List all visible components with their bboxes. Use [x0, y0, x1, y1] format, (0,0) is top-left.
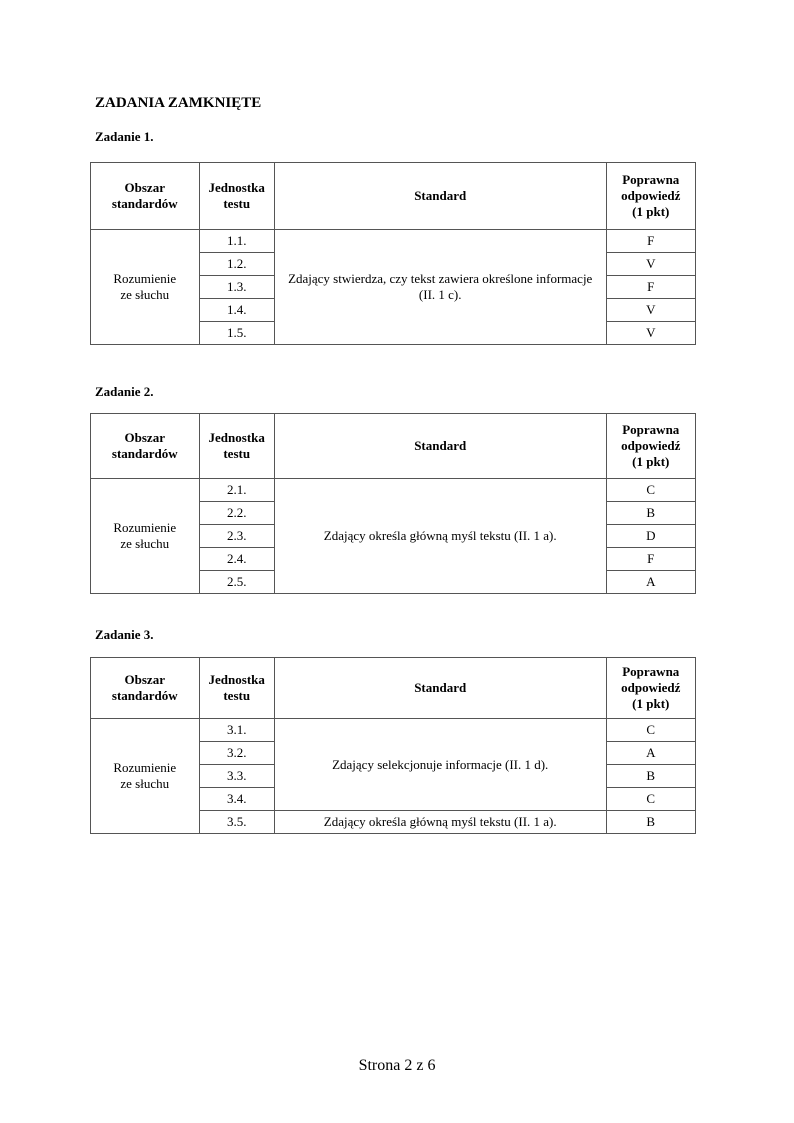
unit-cell: 2.1. [199, 479, 274, 502]
header-unit: Jednostka testu [199, 163, 274, 230]
table-row [91, 719, 696, 742]
standard-cell: Zdający określa główną myśl tekstu (II. 1 a). [274, 479, 606, 594]
task-2-title: Zadanie 2. [95, 384, 154, 399]
header-answer: Poprawna odpowiedź (1 pkt) [606, 414, 695, 479]
header-area: Obszar standardów [91, 414, 200, 479]
task-3-table [90, 657, 696, 834]
unit-cell: 2.2. [199, 502, 274, 525]
answer-cell: F [606, 276, 695, 299]
header-unit: Jednostka testu [199, 414, 274, 479]
unit-cell: 1.3. [199, 276, 274, 299]
unit-cell: 1.4. [199, 299, 274, 322]
unit-cell: 2.3. [199, 525, 274, 548]
header-unit: Jednostka testu [199, 658, 274, 719]
standard-cell: Zdający selekcjonuje informacje (II. 1 d). [274, 719, 606, 811]
standard-cell: Zdający stwierdza, czy tekst zawiera określone informacje (II. 1 c). [274, 230, 606, 345]
table-header-row [91, 414, 696, 479]
answer-cell: A [606, 742, 695, 765]
answer-cell: C [606, 719, 695, 742]
unit-cell: 3.5. [199, 811, 274, 834]
answer-cell: B [606, 811, 695, 834]
header-area: Obszar standardów [91, 658, 200, 719]
unit-cell: 3.1. [199, 719, 274, 742]
answer-cell: V [606, 253, 695, 276]
area-cell: Rozumienie ze słuchu [91, 479, 200, 594]
unit-cell: 1.1. [199, 230, 274, 253]
page-number: Strona 2 z 6 [358, 1057, 436, 1074]
answer-cell: B [606, 502, 695, 525]
task-3-title: Zadanie 3. [95, 627, 154, 642]
header-standard: Standard [274, 414, 606, 479]
answer-cell: B [606, 765, 695, 788]
unit-cell: 2.4. [199, 548, 274, 571]
answer-cell: D [606, 525, 695, 548]
answer-cell: C [606, 788, 695, 811]
unit-cell: 3.3. [199, 765, 274, 788]
header-standard: Standard [274, 163, 606, 230]
standard-cell: Zdający określa główną myśl tekstu (II. 1 a). [274, 811, 606, 834]
section-title: ZADANIA ZAMKNIĘTE [95, 95, 262, 111]
header-standard: Standard [274, 658, 606, 719]
header-area: Obszar standardów [91, 163, 200, 230]
header-answer: Poprawna odpowiedź (1 pkt) [606, 658, 695, 719]
task-2-table [90, 413, 696, 594]
table-header-row [91, 658, 696, 719]
task-1-table [90, 162, 696, 345]
task-1-title: Zadanie 1. [95, 129, 154, 144]
area-cell: Rozumienie ze słuchu [91, 230, 200, 345]
unit-cell: 1.5. [199, 322, 274, 345]
answer-cell: V [606, 322, 695, 345]
answer-cell: F [606, 230, 695, 253]
answer-cell: C [606, 479, 695, 502]
area-cell: Rozumienie ze słuchu [91, 719, 200, 834]
table-header-row [91, 163, 696, 230]
header-answer: Poprawna odpowiedź (1 pkt) [606, 163, 695, 230]
unit-cell: 3.2. [199, 742, 274, 765]
answer-cell: V [606, 299, 695, 322]
unit-cell: 2.5. [199, 571, 274, 594]
answer-cell: A [606, 571, 695, 594]
unit-cell: 3.4. [199, 788, 274, 811]
table-row [91, 479, 696, 502]
table-row [91, 230, 696, 253]
unit-cell: 1.2. [199, 253, 274, 276]
answer-cell: F [606, 548, 695, 571]
